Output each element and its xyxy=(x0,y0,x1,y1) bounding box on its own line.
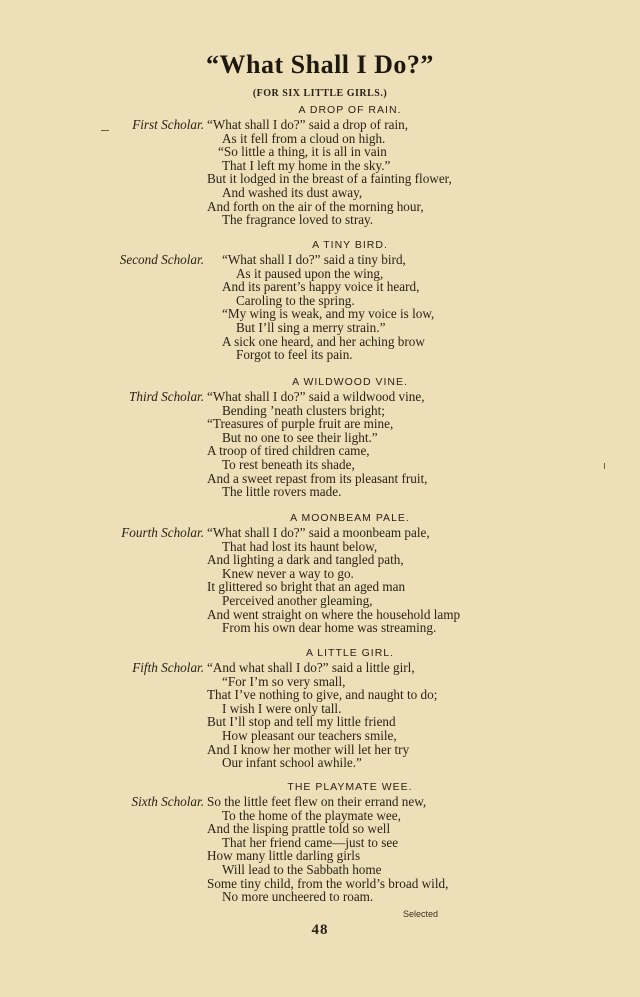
verse-text: “What shall I do?” said a drop of rain, xyxy=(207,117,409,132)
verse-line xyxy=(0,267,640,281)
verse-text: A troop of tired children came, xyxy=(207,443,370,459)
verse-line xyxy=(0,132,640,146)
verse-text: “So little a thing, it is all in vain xyxy=(218,144,387,160)
verse-line xyxy=(0,822,640,836)
verse-text: The little rovers made. xyxy=(222,484,342,500)
verse-text: From his own dear home was streaming. xyxy=(222,620,437,636)
verse-text: That I’ve nothing to give, and naught to do; xyxy=(207,687,438,703)
verse-line xyxy=(0,485,640,499)
verse-line xyxy=(0,526,640,540)
verse-line xyxy=(0,608,640,622)
speaker-label: Sixth Scholar. xyxy=(131,794,204,809)
verse-line xyxy=(0,688,640,702)
stanza-heading: A TINY BIRD. xyxy=(312,239,388,251)
verse-line xyxy=(0,431,640,445)
verse-text: “What shall I do?” said a moonbeam pale, xyxy=(207,525,430,540)
speaker-label: Fifth Scholar. xyxy=(132,660,204,675)
stanza-wildwood-vine xyxy=(0,374,640,499)
stanza-heading: A MOONBEAM PALE. xyxy=(290,512,410,524)
verse-line xyxy=(0,661,640,675)
verse-line xyxy=(0,702,640,716)
verse-text: And lighting a dark and tangled path, xyxy=(207,552,404,568)
verse-line xyxy=(0,213,640,227)
verse-text: That I left my home in the sky.” xyxy=(222,157,391,173)
verse-text: Bending ’neath clusters bright; xyxy=(222,402,385,418)
verse-line xyxy=(0,553,640,567)
stanza-heading: A DROP OF RAIN. xyxy=(298,104,402,116)
verse-line xyxy=(0,335,640,349)
verse-line xyxy=(0,743,640,757)
verse-line xyxy=(0,715,640,729)
verse-line xyxy=(0,795,640,809)
verse-text: “And what shall I do?” said a little girl, xyxy=(207,660,415,675)
verse-text: But it lodged in the breast of a fainting flower, xyxy=(207,171,452,187)
verse-text: I wish I were only tall. xyxy=(222,700,342,716)
stanza-heading: A LITTLE GIRL. xyxy=(305,647,395,659)
verse-line xyxy=(0,172,640,186)
verse-line xyxy=(0,890,640,904)
verse-text: As it paused upon the wing, xyxy=(236,265,384,281)
verse-text: And a sweet repast from its pleasant fruit, xyxy=(207,470,428,486)
verse-text: That her friend came—just to see xyxy=(222,834,399,850)
stanza-moonbeam-pale xyxy=(0,510,640,635)
verse-text: Caroling to the spring. xyxy=(236,292,355,308)
verse-line xyxy=(0,280,640,294)
verse-line xyxy=(0,159,640,173)
verse-text: And forth on the air of the morning hour, xyxy=(207,198,424,214)
verse-text: “My wing is weak, and my voice is low, xyxy=(222,306,435,322)
page-subtitle: (FOR SIX LITTLE GIRLS.) xyxy=(252,88,388,99)
verse-text: So the little feet flew on their errand new, xyxy=(207,794,427,809)
verse-text: As it fell from a cloud on high. xyxy=(222,130,386,146)
attribution: Selected xyxy=(403,909,439,919)
verse-line xyxy=(0,294,640,308)
verse-text: But I’ll sing a merry strain.” xyxy=(236,319,386,335)
verse-text: Knew never a way to go. xyxy=(222,565,354,581)
verse-text: How pleasant our teachers smile, xyxy=(222,727,397,743)
verse-line xyxy=(0,118,640,132)
verse-text: “What shall I do?” said a wildwood vine, xyxy=(207,389,425,404)
verse-line xyxy=(0,809,640,823)
verse-line xyxy=(0,580,640,594)
verse-text: And its parent’s happy voice it heard, xyxy=(222,279,420,295)
verse-line xyxy=(0,404,640,418)
verse-line xyxy=(0,200,640,214)
verse-line xyxy=(0,836,640,850)
verse-text: Perceived another gleaming, xyxy=(222,592,373,608)
speaker-label: First Scholar. xyxy=(132,117,204,132)
verse-line xyxy=(0,321,640,335)
verse-line xyxy=(0,849,640,863)
stanza-playmate-wee xyxy=(0,779,640,904)
margin-mark xyxy=(604,463,605,469)
speaker-label: Fourth Scholar. xyxy=(121,525,204,540)
verse-line xyxy=(0,444,640,458)
verse-line xyxy=(0,458,640,472)
verse-line xyxy=(0,186,640,200)
verse-text: “What shall I do?” said a tiny bird, xyxy=(222,252,406,267)
verse-line xyxy=(0,621,640,635)
verse-text: “Treasures of purple fruit are mine, xyxy=(207,416,394,432)
verse-text: Our infant school awhile.” xyxy=(222,755,362,771)
stanza-heading: A WILDWOOD VINE. xyxy=(292,376,408,388)
verse-text: That had lost its haunt below, xyxy=(222,538,378,554)
verse-text: And I know her mother will let her try xyxy=(207,741,410,757)
verse-text: To the home of the playmate wee, xyxy=(222,807,401,823)
verse-line xyxy=(0,675,640,689)
verse-line xyxy=(0,756,640,770)
verse-text: But no one to see their light.” xyxy=(222,429,378,445)
margin-mark xyxy=(101,130,109,131)
verse-text: No more uncheered to roam. xyxy=(222,889,374,905)
verse-text: How many little darling girls xyxy=(207,848,361,864)
page-title: “What Shall I Do?” xyxy=(206,50,434,79)
verse-text: It glittered so bright that an aged man xyxy=(207,579,406,595)
stanza-tiny-bird xyxy=(0,237,640,362)
stanza-little-girl xyxy=(0,645,640,770)
verse-text: The fragrance loved to stray. xyxy=(222,212,374,228)
verse-text: Will lead to the Sabbath home xyxy=(222,861,382,877)
verse-text: And the lisping prattle told so well xyxy=(207,821,391,837)
verse-line xyxy=(0,594,640,608)
verse-line xyxy=(0,417,640,431)
verse-text: To rest beneath its shade, xyxy=(222,456,355,472)
verse-line xyxy=(0,253,640,267)
verse-line xyxy=(0,567,640,581)
verse-line xyxy=(0,877,640,891)
verse-line xyxy=(0,863,640,877)
verse-line xyxy=(0,472,640,486)
verse-line xyxy=(0,729,640,743)
verse-text: And washed its dust away, xyxy=(222,184,363,200)
verse-text: Forgot to feel its pain. xyxy=(236,347,353,363)
page-number: 48 xyxy=(311,922,329,938)
verse-line xyxy=(0,307,640,321)
verse-line xyxy=(0,390,640,404)
speaker-label: Second Scholar. xyxy=(119,252,204,267)
verse-line xyxy=(0,348,640,362)
speaker-label: Third Scholar. xyxy=(129,389,204,404)
verse-text: “For I’m so very small, xyxy=(222,673,346,689)
stanza-drop-of-rain xyxy=(0,102,640,227)
stanza-heading: THE PLAYMATE WEE. xyxy=(287,781,413,793)
verse-text: A sick one heard, and her aching brow xyxy=(222,333,425,349)
verse-text: And went straight on where the household lamp xyxy=(207,606,461,622)
verse-line xyxy=(0,540,640,554)
verse-line xyxy=(0,145,640,159)
verse-text: Some tiny child, from the world’s broad wild, xyxy=(207,875,449,891)
verse-text: But I’ll stop and tell my little friend xyxy=(207,714,396,730)
